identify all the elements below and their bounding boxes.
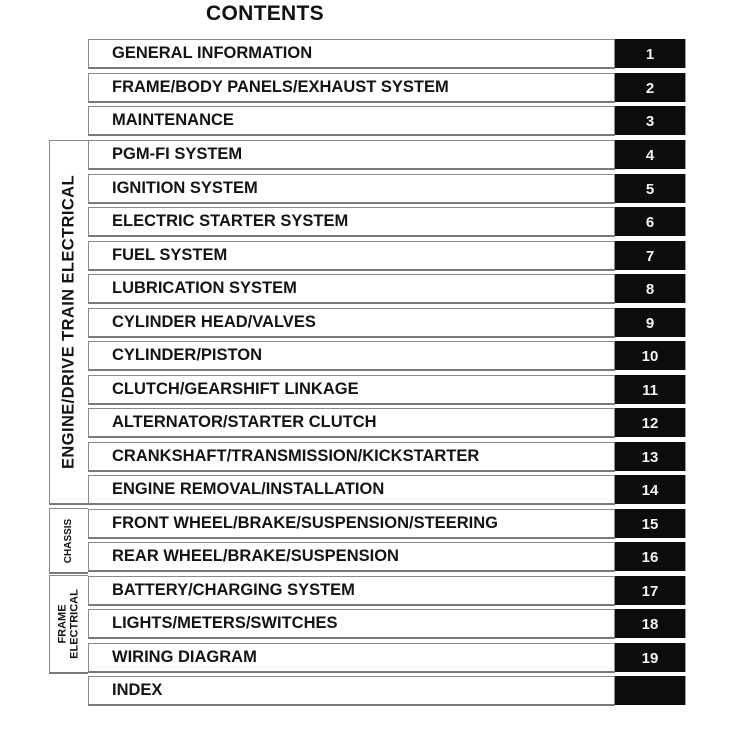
section-tab[interactable] [615, 73, 686, 102]
section-tab[interactable] [615, 576, 686, 605]
group-label-chassis: CHASSIS [62, 518, 74, 563]
section-number: 4 [645, 147, 655, 164]
group-label-engine: ENGINE/DRIVE TRAIN ELECTRICAL [59, 175, 78, 469]
page-title: CONTENTS [206, 2, 324, 25]
section-label[interactable]: ENGINE REMOVAL/INSTALLATION [112, 480, 385, 498]
section-label-box [88, 241, 615, 271]
section-tab[interactable] [615, 475, 686, 504]
section-row-16[interactable] [88, 542, 685, 571]
section-tab[interactable] [615, 408, 686, 437]
section-tab[interactable] [615, 39, 686, 68]
section-label-box [88, 207, 615, 237]
section-label[interactable]: GENERAL INFORMATION [112, 44, 313, 62]
section-label-box [88, 174, 615, 204]
section-label-box [88, 106, 615, 136]
section-row-12[interactable] [88, 408, 685, 437]
section-label-box [88, 341, 615, 371]
section-label[interactable]: CLUTCH/GEARSHIFT LINKAGE [112, 379, 359, 398]
section-label-box [88, 442, 615, 472]
section-number: 16 [641, 549, 659, 566]
section-number: 9 [645, 314, 655, 332]
section-number: 14 [641, 482, 659, 499]
section-row-15[interactable] [88, 509, 685, 538]
group-frame-electrical [49, 575, 88, 674]
section-label[interactable]: MAINTENANCE [112, 111, 234, 129]
section-number: 10 [641, 348, 659, 365]
section-label-box [88, 408, 615, 438]
section-label[interactable]: INDEX [112, 681, 163, 699]
section-number: 6 [645, 214, 655, 231]
section-number: 7 [645, 247, 655, 265]
section-row-9[interactable] [88, 308, 685, 337]
section-row-3[interactable] [88, 106, 685, 135]
section-tab[interactable] [615, 241, 686, 270]
section-row-11[interactable] [88, 375, 685, 404]
section-label[interactable]: PGM-FI SYSTEM [112, 145, 243, 163]
section-number: 18 [641, 616, 659, 633]
section-row-index[interactable] [88, 676, 685, 705]
section-tab[interactable] [615, 106, 686, 135]
section-tab[interactable] [615, 308, 686, 337]
section-label-box [88, 676, 615, 706]
section-label[interactable]: CRANKSHAFT/TRANSMISSION/KICKSTARTER [112, 446, 480, 465]
section-tab[interactable] [615, 509, 686, 538]
section-tab[interactable] [615, 542, 686, 571]
section-row-6[interactable] [88, 207, 685, 236]
section-tab[interactable] [615, 609, 686, 638]
section-label-box [88, 375, 615, 405]
section-number: 3 [645, 113, 655, 130]
section-label-box [88, 39, 615, 69]
section-number: 13 [641, 448, 659, 466]
section-label[interactable]: LUBRICATION SYSTEM [112, 279, 297, 297]
section-tab[interactable] [615, 442, 686, 471]
group-label-frame-line1: FRAME [56, 604, 69, 644]
section-label[interactable]: REAR WHEEL/BRAKE/SUSPENSION [112, 547, 399, 565]
section-label[interactable]: FRONT WHEEL/BRAKE/SUSPENSION/STEERING [112, 513, 498, 532]
section-label[interactable]: WIRING DIAGRAM [112, 647, 257, 666]
section-label-box [88, 140, 615, 170]
section-tab[interactable] [615, 676, 686, 705]
section-tab[interactable] [615, 207, 686, 236]
section-number: 11 [642, 381, 658, 399]
section-label-box [88, 475, 615, 505]
section-label[interactable]: IGNITION SYSTEM [112, 178, 258, 197]
section-label-box [88, 542, 615, 572]
section-row-4[interactable] [88, 140, 685, 169]
section-row-14[interactable] [88, 475, 685, 504]
group-engine-drive-train-electrical [49, 140, 88, 505]
section-number: 19 [641, 649, 659, 667]
section-number: 8 [645, 281, 655, 298]
section-row-17[interactable] [88, 576, 685, 605]
section-tab[interactable] [615, 140, 686, 169]
section-row-2[interactable] [88, 73, 685, 102]
group-chassis [49, 508, 88, 574]
section-label-box [88, 576, 615, 606]
section-tab[interactable] [615, 375, 686, 404]
section-label[interactable]: FRAME/BODY PANELS/EXHAUST SYSTEM [112, 77, 449, 96]
section-number: 15 [641, 515, 659, 533]
section-label[interactable]: LIGHTS/METERS/SWITCHES [112, 614, 338, 632]
section-row-5[interactable] [88, 174, 685, 203]
section-row-18[interactable] [88, 609, 685, 638]
group-label-frame-electrical [57, 589, 80, 659]
section-row-19[interactable] [88, 643, 685, 672]
section-label-box [88, 73, 615, 103]
section-row-13[interactable] [88, 442, 685, 471]
section-tab[interactable] [615, 274, 686, 303]
section-label[interactable]: FUEL SYSTEM [112, 245, 228, 264]
section-label[interactable]: CYLINDER/PISTON [112, 346, 263, 364]
section-label[interactable]: ELECTRIC STARTER SYSTEM [112, 212, 349, 230]
section-label-box [88, 643, 615, 673]
section-row-8[interactable] [88, 274, 685, 303]
section-label-box [88, 609, 615, 639]
section-tab[interactable] [615, 174, 686, 203]
section-tab[interactable] [615, 643, 686, 672]
section-number: 2 [645, 79, 655, 97]
section-row-7[interactable] [88, 241, 685, 270]
section-number: 5 [645, 180, 655, 198]
section-label-box [88, 509, 615, 539]
section-number: 12 [641, 415, 659, 432]
section-label-box [88, 274, 615, 304]
section-tab[interactable] [615, 341, 686, 370]
section-number: 17 [641, 582, 659, 600]
section-number: 1 [645, 46, 655, 63]
section-row-1[interactable] [88, 39, 685, 68]
section-row-10[interactable] [88, 341, 685, 370]
section-label[interactable]: ALTERNATOR/STARTER CLUTCH [112, 413, 377, 431]
group-label-frame-line2: ELECTRICAL [68, 589, 80, 659]
section-label[interactable]: CYLINDER HEAD/VALVES [112, 312, 316, 331]
section-label[interactable]: BATTERY/CHARGING SYSTEM [112, 580, 355, 599]
section-label-box [88, 308, 615, 338]
